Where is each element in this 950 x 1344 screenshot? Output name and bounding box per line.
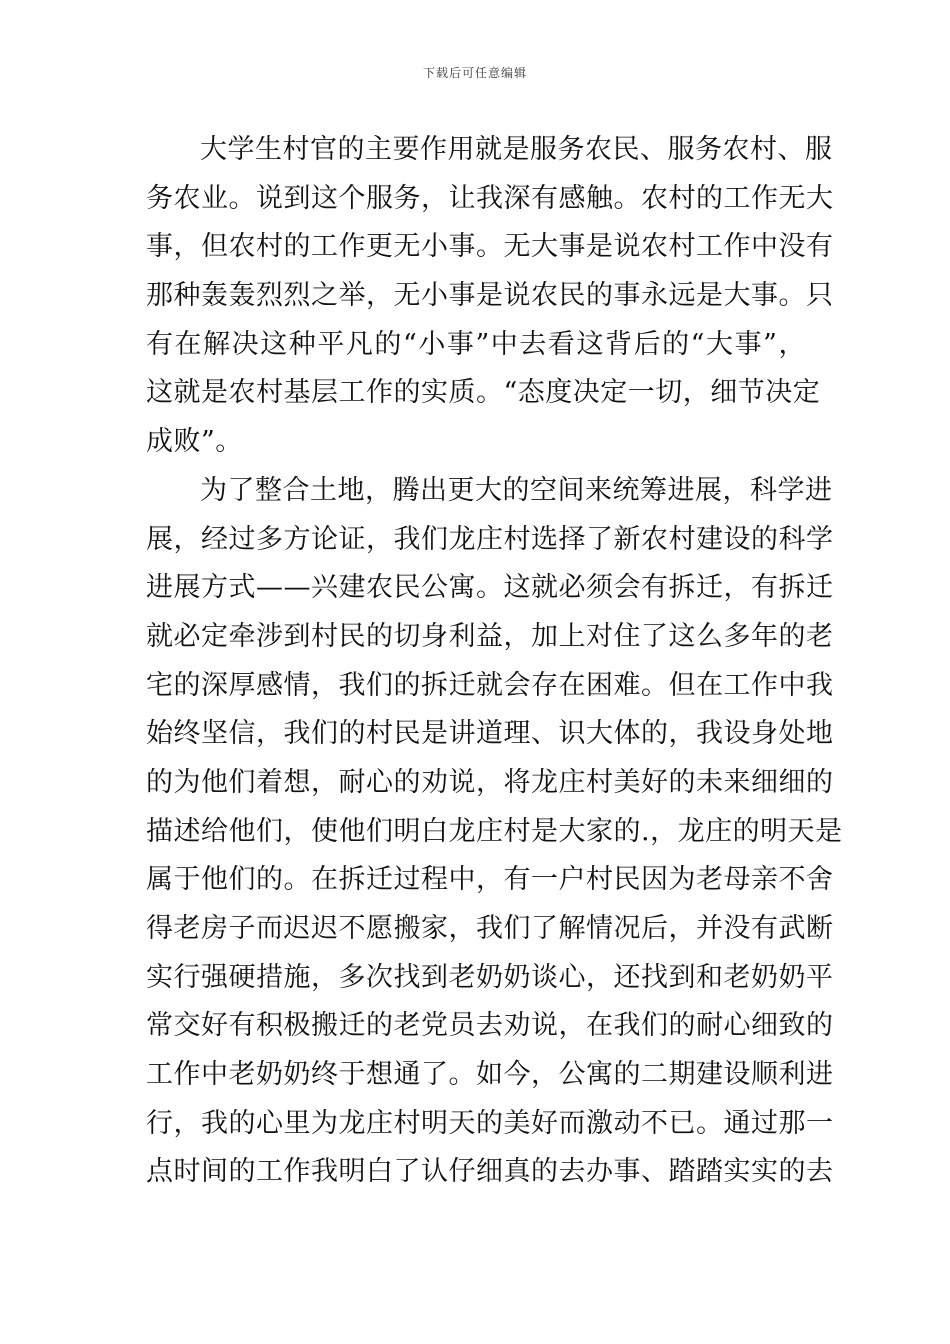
text-line: 始终坚信，我们的村民是讲道理、识大体的，我设身处地 (146, 718, 834, 750)
text-line: 工作中老奶奶终于想通了。如今，公寓的二期建设顺利进 (146, 1059, 834, 1091)
text-line: 行，我的心里为龙庄村明天的美好而激动不已。通过那一 (146, 1107, 834, 1139)
text-line: 进展方式——兴建农民公寓。这就必须会有拆迁，有拆迁 (146, 572, 834, 604)
text-line: 描述给他们，使他们明白龙庄村是大家的.，龙庄的明天是 (146, 815, 843, 847)
text-line: 宅的深厚感情，我们的拆迁就会存在困难。但在工作中我 (146, 669, 834, 701)
paragraph-1 (146, 126, 834, 467)
text-line: 成败”。 (146, 426, 243, 458)
body-text (146, 126, 843, 1197)
text-line: 属于他们的。在拆迁过程中，有一户村民因为老母亲不舍 (146, 864, 834, 896)
text-line: 这就是农村基层工作的实质。“态度决定一切，细节决定 (146, 377, 821, 409)
text-line: 那种轰轰烈烈之举，无小事是说农民的事永远是大事。只 (146, 280, 834, 312)
text-line: 为了整合土地，腾出更大的空间来统筹进展，科学进 (200, 474, 833, 506)
text-line: 就必定牵涉到村民的切身利益，加上对住了这么多年的老 (146, 620, 834, 652)
text-line: 展，经过多方论证，我们龙庄村选择了新农村建设的科学 (146, 523, 834, 555)
text-line: 实行强硬措施，多次找到老奶奶谈心，还找到和老奶奶平 (146, 961, 834, 993)
text-line: 务农业。说到这个服务，让我深有感触。农村的工作无大 (146, 182, 834, 214)
page-header: 下载后可任意编辑 (422, 66, 527, 80)
text-line: 得老房子而迟迟不愿搬家，我们了解情况后，并没有武断 (146, 913, 834, 944)
text-line: 常交好有积极搬迁的老党员去劝说，在我们的耐心细致的 (146, 1010, 834, 1042)
text-line: 有在解决这种平凡的“小事”中去看这背后的“大事”， (146, 328, 806, 360)
text-line: 点时间的工作我明白了认仔细真的去办事、踏踏实实的去 (146, 1156, 834, 1188)
paragraph-2 (146, 467, 843, 1197)
text-line: 大学生村官的主要作用就是服务农民、服务农村、服 (200, 134, 833, 165)
text-line: 的为他们着想，耐心的劝说，将龙庄村美好的未来细细的 (146, 766, 834, 798)
text-line: 事，但农村的工作更无小事。无大事是说农村工作中没有 (146, 231, 834, 263)
